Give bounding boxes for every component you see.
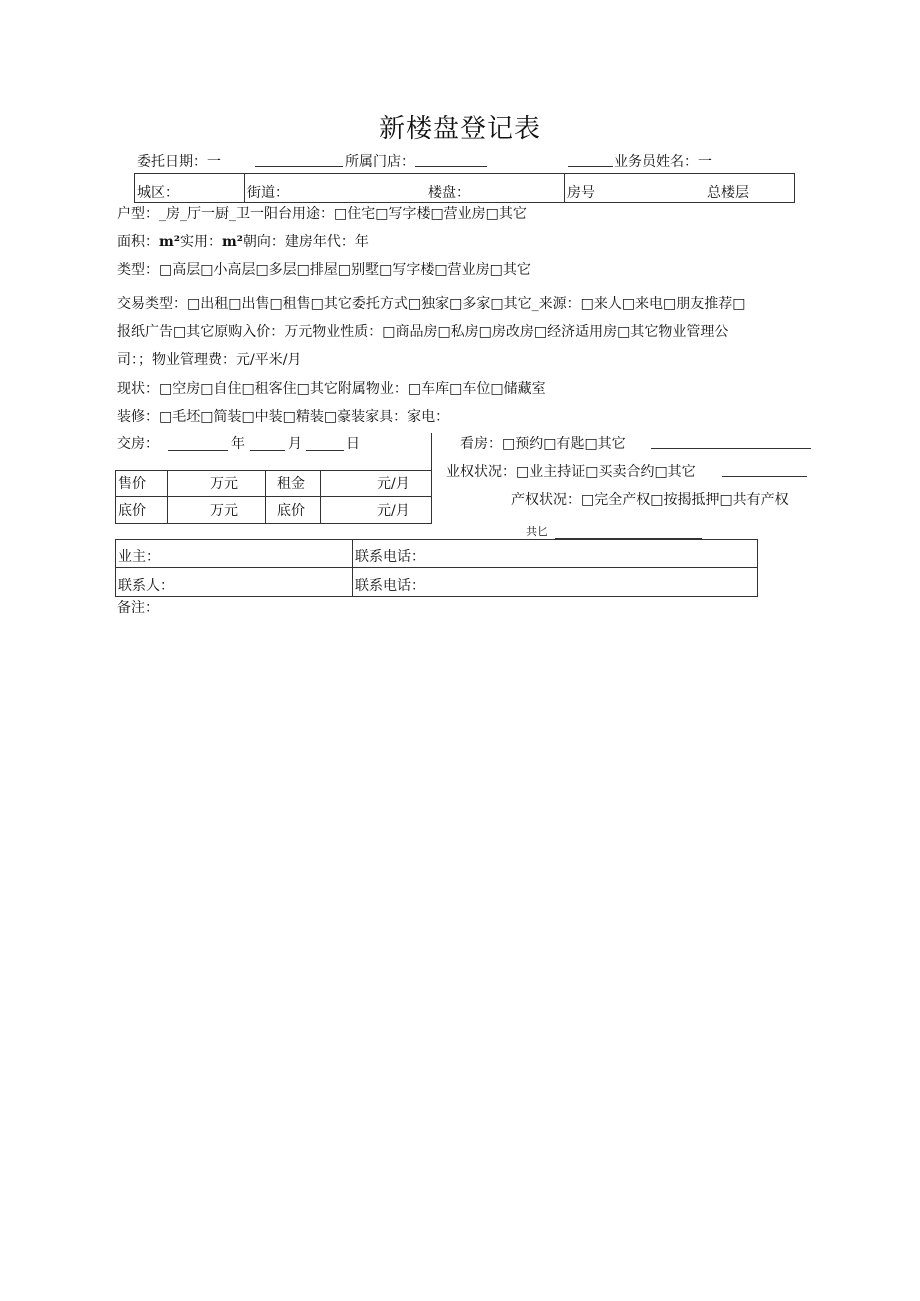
contact-label: 联系人： [118, 578, 174, 594]
remarks-label: 备注： [117, 600, 159, 616]
divider [265, 470, 266, 524]
base-rent-label: 底价 [277, 503, 305, 519]
commission-date-field[interactable] [255, 166, 343, 167]
rent-label: 租金 [277, 476, 305, 492]
layout-line: 户型：_房_厅一厨_卫一阳台用途：□住宅□写字楼□营业房□其它 [117, 206, 527, 222]
sale-price-label: 售价 [118, 476, 146, 492]
area-label: 面积： [117, 234, 159, 250]
commission-date-label: 委托日期：一 [137, 154, 221, 170]
unit-m2: m² [159, 234, 180, 250]
room-label: 房号 [567, 185, 595, 201]
handover-year-field[interactable] [168, 450, 228, 451]
property-right-other: 共匕 [526, 525, 548, 538]
handover-month-field[interactable] [250, 450, 285, 451]
base-rent-unit: 元/月 [377, 503, 410, 519]
type-line: 类型：□高层□小高层□多层□排屋□别墅□写字楼□营业房□其它 [117, 262, 531, 278]
rent-unit: 元/月 [377, 476, 410, 492]
column-divider [431, 433, 432, 523]
trade-line-1: 交易类型：□出租□出售□租售□其它委托方式□独家□多家□其它_来源：□来人□来电□朋友推荐□ [117, 296, 746, 312]
street-label: 街道： [247, 185, 289, 201]
base-price-unit: 万元 [210, 503, 238, 519]
divider [115, 523, 432, 524]
divider [564, 173, 565, 203]
base-price-label: 底价 [118, 503, 146, 519]
contact-phone-label: 联系电话： [355, 578, 425, 594]
sale-price-unit: 万元 [210, 476, 238, 492]
building-label: 楼盘： [428, 185, 470, 201]
page-title: 新楼盘登记表 [378, 114, 541, 144]
handover-label: 交房： [117, 436, 159, 452]
divider [115, 470, 432, 471]
ownership-other-field[interactable] [722, 476, 807, 477]
divider [352, 539, 353, 597]
divider [115, 470, 116, 524]
divider [320, 470, 321, 524]
store-label: 所属门店： [345, 154, 415, 170]
handover-month-label: 月 [288, 436, 302, 452]
ownership-line: 业权状况：□业主持证□买卖合约□其它 [446, 464, 696, 480]
decoration-line: 装修：□毛坯□简装□中装□精装□豪装家具：家电： [117, 409, 450, 425]
store-field[interactable] [415, 166, 487, 167]
divider [244, 173, 245, 203]
viewing-line: 看房：□预约□有匙□其它 [460, 436, 626, 452]
usable-area-label: 实用： [179, 234, 222, 250]
viewing-other-field[interactable] [651, 448, 811, 449]
total-floors-label: 总楼层 [707, 185, 749, 201]
trade-line-2: 报纸广告□其它原购入价：万元物业性质：□商品房□私房□房改房□经济适用房□其它物业管理公 [117, 324, 729, 340]
divider [115, 496, 432, 497]
owner-label: 业主： [118, 549, 160, 565]
divider [115, 567, 758, 568]
owner-table [115, 539, 758, 597]
property-right-line: 产权状况：□完全产权□按揭抵押□共有产权 [511, 492, 789, 508]
handover-year-label: 年 [231, 436, 245, 452]
unit-m2: m² [221, 234, 243, 250]
area-line [117, 232, 369, 252]
agent-label: 业务员姓名：一 [614, 154, 712, 170]
orientation-year-label: 朝向：建房年代：年 [242, 234, 369, 250]
handover-day-label: 日 [346, 436, 360, 452]
agent-field[interactable] [568, 166, 613, 167]
trade-line-3: 司：；物业管理费：元/平米/月 [117, 352, 302, 368]
district-label: 城区： [137, 185, 179, 201]
owner-phone-label: 联系电话： [355, 549, 425, 565]
status-line: 现状：□空房□自住□租客住□其它附属物业：□车库□车位□储藏室 [117, 381, 546, 397]
divider [167, 470, 168, 524]
handover-day-field[interactable] [306, 450, 344, 451]
